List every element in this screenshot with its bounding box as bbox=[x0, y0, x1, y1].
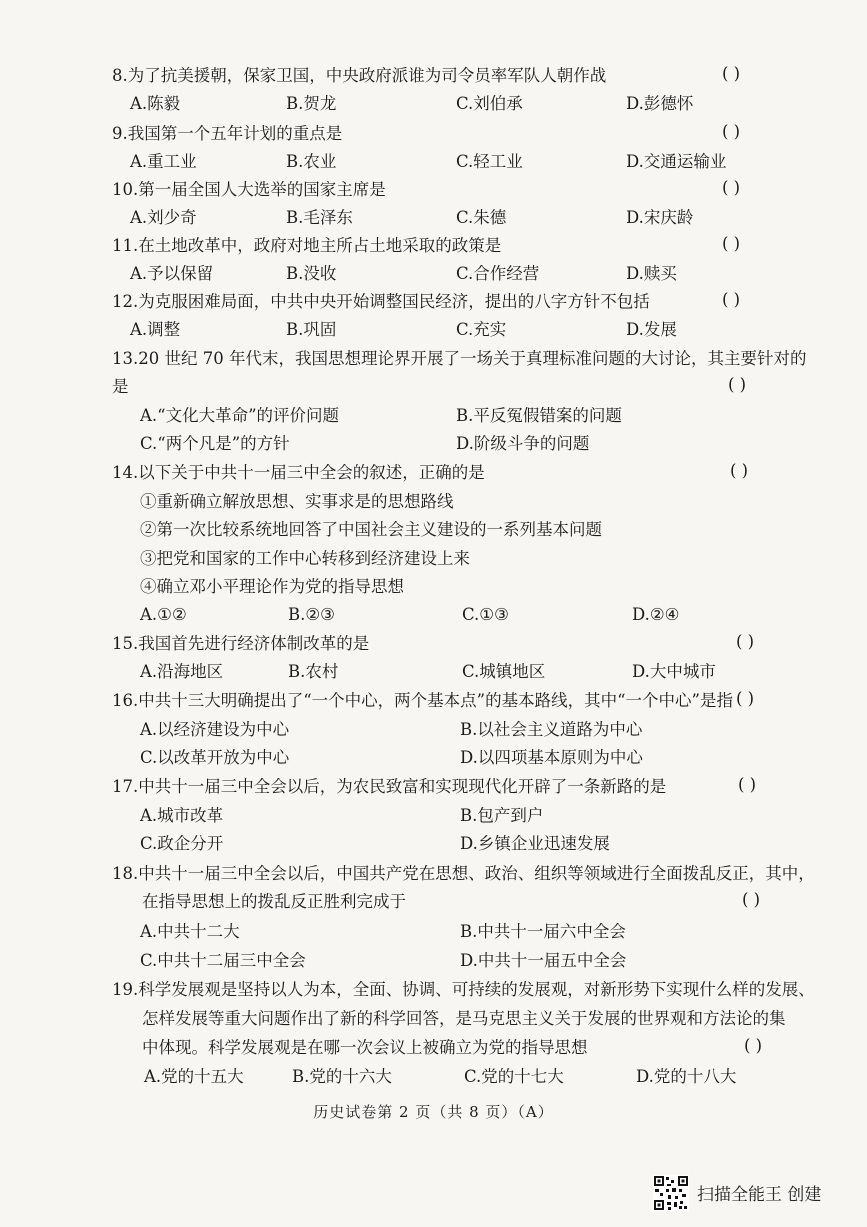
question-19-cont bbox=[142, 1008, 827, 1030]
option-c: C.刘伯承 bbox=[456, 94, 523, 113]
answer-paren: ( ) bbox=[736, 632, 755, 651]
question-13 bbox=[112, 348, 827, 370]
statement-2: ②第一次比较系统地回答了中国社会主义建设的一系列基本问题 bbox=[140, 520, 602, 539]
option-a: A.调整 bbox=[130, 320, 181, 339]
question-text: 在指导思想上的拨乱反正胜利完成于 bbox=[142, 892, 406, 911]
question-text: 怎样发展等重大问题作出了新的科学回答，是马克思主义关于发展的世界观和方法论的集 bbox=[142, 1009, 786, 1028]
answer-paren: ( ) bbox=[722, 234, 741, 253]
statement-3: ③把党和国家的工作中心转移到经济建设上来 bbox=[140, 549, 470, 568]
option-a: A.刘少奇 bbox=[130, 208, 197, 227]
option-d: D.交通运输业 bbox=[626, 152, 727, 171]
option-b: B.以社会主义道路为中心 bbox=[460, 720, 643, 739]
question-16 bbox=[112, 690, 827, 712]
option-b: B.包产到户 bbox=[460, 806, 544, 825]
answer-paren: ( ) bbox=[722, 122, 741, 141]
option-c: C.“两个凡是”的方针 bbox=[140, 434, 290, 453]
option-d: D.大中城市 bbox=[632, 662, 716, 681]
question-text: 17.中共十一届三中全会以后，为农民致富和实现现代化开辟了一条新路的是 bbox=[112, 777, 667, 796]
option-a: A.陈毅 bbox=[130, 94, 181, 113]
option-d: D.党的十八大 bbox=[636, 1067, 737, 1086]
statement-4: ④确立邓小平理论作为党的指导思想 bbox=[140, 577, 404, 596]
option-b: B.②③ bbox=[288, 605, 335, 624]
option-c: C.城镇地区 bbox=[462, 662, 546, 681]
question-text: 18.中共十一届三中全会以后，中国共产党在思想、政治、组织等领域进行全面拨乱反正，其中， bbox=[112, 864, 815, 883]
question-text: 14.以下关于中共十一届三中全会的叙述，正确的是 bbox=[112, 463, 485, 482]
option-d: D.宋庆龄 bbox=[626, 208, 694, 227]
answer-paren: ( ) bbox=[722, 290, 741, 309]
answer-paren: ( ) bbox=[730, 461, 749, 480]
option-a: A.沿海地区 bbox=[140, 662, 224, 681]
question-17 bbox=[112, 776, 827, 798]
question-text: 中体现。科学发展观是在哪一次会议上被确立为党的指导思想 bbox=[142, 1038, 588, 1057]
option-c: C.党的十七大 bbox=[464, 1067, 564, 1086]
question-text: 11.在土地改革中，政府对地主所占土地采取的政策是 bbox=[112, 236, 502, 255]
question-10 bbox=[112, 179, 827, 201]
question-text: 8.为了抗美援朝，保家卫国，中央政府派谁为司令员率军队人朝作战 bbox=[112, 66, 607, 85]
option-d: D.乡镇企业迅速发展 bbox=[460, 834, 610, 853]
option-d: D.发展 bbox=[626, 320, 677, 339]
question-text: 是 bbox=[112, 377, 129, 396]
answer-paren: ( ) bbox=[728, 375, 747, 394]
option-d: D.中共十一届五中全会 bbox=[460, 951, 627, 970]
option-d: D.彭德怀 bbox=[626, 94, 694, 113]
option-d: D.以四项基本原则为中心 bbox=[460, 748, 643, 767]
option-a: A.①② bbox=[140, 605, 187, 624]
question-12 bbox=[112, 291, 827, 313]
option-b: B.农业 bbox=[286, 152, 337, 171]
question-text: 10.第一届全国人大选举的国家主席是 bbox=[112, 180, 386, 199]
option-c: C.以改革开放为中心 bbox=[140, 748, 290, 767]
question-text: 9.我国第一个五年计划的重点是 bbox=[112, 124, 343, 143]
statement-1: ①重新确立解放思想、实事求是的思想路线 bbox=[140, 492, 454, 511]
option-a: A.“文化大革命”的评价问题 bbox=[140, 406, 340, 425]
option-c: C.政企分开 bbox=[140, 834, 224, 853]
option-b: B.贺龙 bbox=[286, 94, 337, 113]
option-c: C.合作经营 bbox=[456, 264, 540, 283]
option-a: A.党的十五大 bbox=[144, 1067, 244, 1086]
option-c: C.中共十二届三中全会 bbox=[140, 951, 306, 970]
option-b: B.中共十一届六中全会 bbox=[460, 922, 626, 941]
option-b: B.巩固 bbox=[286, 320, 337, 339]
option-a: A.重工业 bbox=[130, 152, 197, 171]
answer-paren: ( ) bbox=[738, 775, 757, 794]
question-text: 12.为克服困难局面，中共中央开始调整国民经济，提出的八字方针不包括 bbox=[112, 292, 650, 311]
option-c: C.朱德 bbox=[456, 208, 507, 227]
question-18 bbox=[112, 863, 827, 885]
scanner-watermark: 扫描全能王 创建 bbox=[697, 1185, 822, 1205]
option-a: A.城市改革 bbox=[140, 806, 224, 825]
question-text: 16.中共十三大明确提出了“一个中心，两个基本点”的基本路线，其中“一个中心”是指 bbox=[112, 691, 733, 710]
option-a: A.予以保留 bbox=[130, 264, 214, 283]
question-9 bbox=[112, 123, 827, 145]
question-19 bbox=[112, 979, 827, 1001]
option-c: C.轻工业 bbox=[456, 152, 523, 171]
page-footer: 历史试卷第 2 页（共 8 页）（A） bbox=[313, 1103, 554, 1121]
option-d: D.赎买 bbox=[626, 264, 677, 283]
question-18-cont bbox=[142, 891, 827, 913]
question-text: 19.科学发展观是坚持以人为本，全面、协调、可持续的发展观，对新形势下实现什么样的发展、 bbox=[112, 980, 815, 999]
option-a: A.中共十二大 bbox=[140, 922, 240, 941]
question-13-cont bbox=[112, 376, 827, 398]
answer-paren: ( ) bbox=[722, 64, 741, 83]
answer-paren: ( ) bbox=[736, 689, 755, 708]
option-a: A.以经济建设为中心 bbox=[140, 720, 290, 739]
question-text: 13.20 世纪 70 年代末，我国思想理论界开展了一场关于真理标准问题的大讨论，其主要针对的 bbox=[112, 349, 807, 368]
answer-paren: ( ) bbox=[722, 178, 741, 197]
option-b: B.党的十六大 bbox=[292, 1067, 392, 1086]
option-b: B.农村 bbox=[288, 662, 339, 681]
option-b: B.没收 bbox=[286, 264, 337, 283]
question-19-cont2 bbox=[142, 1037, 827, 1059]
option-b: B.平反冤假错案的问题 bbox=[456, 406, 622, 425]
option-c: C.①③ bbox=[462, 605, 509, 624]
option-c: C.充实 bbox=[456, 320, 507, 339]
question-8 bbox=[112, 65, 827, 87]
answer-paren: ( ) bbox=[744, 1036, 763, 1055]
answer-paren: ( ) bbox=[742, 890, 761, 909]
question-15 bbox=[112, 633, 827, 655]
qr-code-icon bbox=[653, 1175, 689, 1211]
question-11 bbox=[112, 235, 827, 257]
question-14 bbox=[112, 462, 827, 484]
option-d: D.②④ bbox=[632, 605, 680, 624]
option-d: D.阶级斗争的问题 bbox=[456, 434, 590, 453]
option-b: B.毛泽东 bbox=[286, 208, 353, 227]
question-text: 15.我国首先进行经济体制改革的是 bbox=[112, 634, 370, 653]
